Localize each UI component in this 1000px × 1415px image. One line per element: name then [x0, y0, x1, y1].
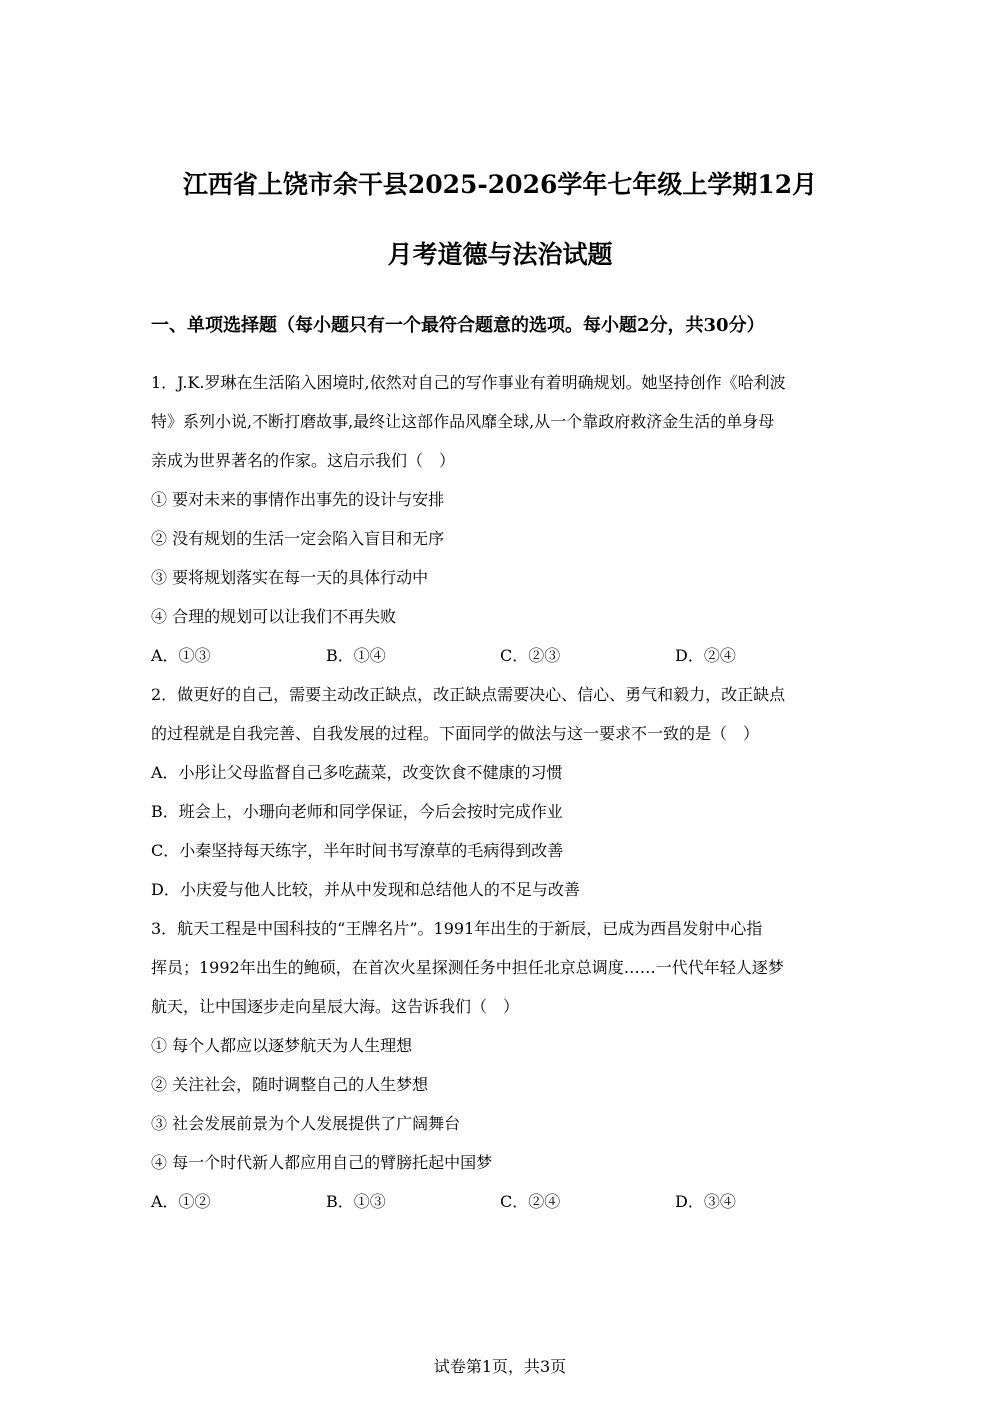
question-3-item: ① 每个人都应以逐梦航天为人生理想: [151, 1036, 413, 1055]
question-3-stem-line: 3．航天工程是中国科技的“王牌名片”。1991年出生的于新辰，已成为西昌发射中心指: [151, 919, 763, 938]
question-1-option-d: D．②④: [675, 646, 736, 665]
question-2-stem-line: 2．做更好的自己，需要主动改正缺点，改正缺点需要决心、信心、勇气和毅力，改正缺点: [151, 685, 786, 704]
section-heading: 一、单项选择题（每小题只有一个最符合题意的选项。每小题2分，共30分）: [151, 315, 765, 336]
question-3-option-d: D．③④: [675, 1192, 736, 1211]
question-3-stem-line: 挥员；1992年出生的鲍硕，在首次火星探测任务中担任北京总调度……一代代年轻人逐梦: [151, 958, 784, 977]
question-1-item: ④ 合理的规划可以让我们不再失败: [151, 607, 397, 626]
question-2-option-a: A．小彤让父母监督自己多吃蔬菜，改变饮食不健康的习惯: [151, 763, 563, 782]
question-3-option-c: C．②④: [500, 1192, 561, 1211]
question-1-stem-line: 1．J.K.罗琳在生活陷入困境时,依然对自己的写作事业有着明确规划。她坚持创作《哈利波: [151, 373, 786, 392]
question-1-item: ① 要对未来的事情作出事先的设计与安排: [151, 490, 445, 509]
question-1-option-b: B．①④: [326, 646, 386, 665]
question-1-item: ② 没有规划的生活一定会陷入盲目和无序: [151, 529, 445, 548]
exam-title-line-2: 月考道德与法治试题: [387, 240, 613, 269]
question-1-stem-line: 特》系列小说,不断打磨故事,最终让这部作品风靡全球,从一个靠政府救济金生活的单身母: [151, 412, 775, 431]
question-3-option-b: B．①③: [326, 1192, 386, 1211]
question-3-stem-line: 航天，让中国逐步走向星辰大海。这告诉我们（ ）: [151, 997, 520, 1016]
question-3-option-a: A．①②: [151, 1192, 211, 1211]
question-1-stem-line: 亲成为世界著名的作家。这启示我们（ ）: [151, 451, 456, 470]
exam-title-line-1: 江西省上饶市余干县2025-2026学年七年级上学期12月: [182, 170, 818, 199]
question-2-option-d: D．小庆爱与他人比较，并从中发现和总结他人的不足与改善: [151, 880, 580, 899]
question-3-item: ② 关注社会，随时调整自己的人生梦想: [151, 1075, 429, 1094]
question-2-option-b: B．班会上，小珊向老师和同学保证，今后会按时完成作业: [151, 802, 563, 821]
question-3-item: ③ 社会发展前景为个人发展提供了广阔舞台: [151, 1114, 461, 1133]
question-1-item: ③ 要将规划落实在每一天的具体行动中: [151, 568, 429, 587]
question-2-stem-line: 的过程就是自我完善、自我发展的过程。下面同学的做法与这一要求不一致的是（ ）: [151, 724, 760, 743]
question-3-item: ④ 每一个时代新人都应用自己的臂膀托起中国梦: [151, 1153, 493, 1172]
page-footer: 试卷第1页，共3页: [433, 1357, 567, 1376]
question-1-option-a: A．①③: [151, 646, 211, 665]
question-2-option-c: C．小秦坚持每天练字，半年时间书写潦草的毛病得到改善: [151, 841, 564, 860]
question-1-option-c: C．②③: [500, 646, 561, 665]
